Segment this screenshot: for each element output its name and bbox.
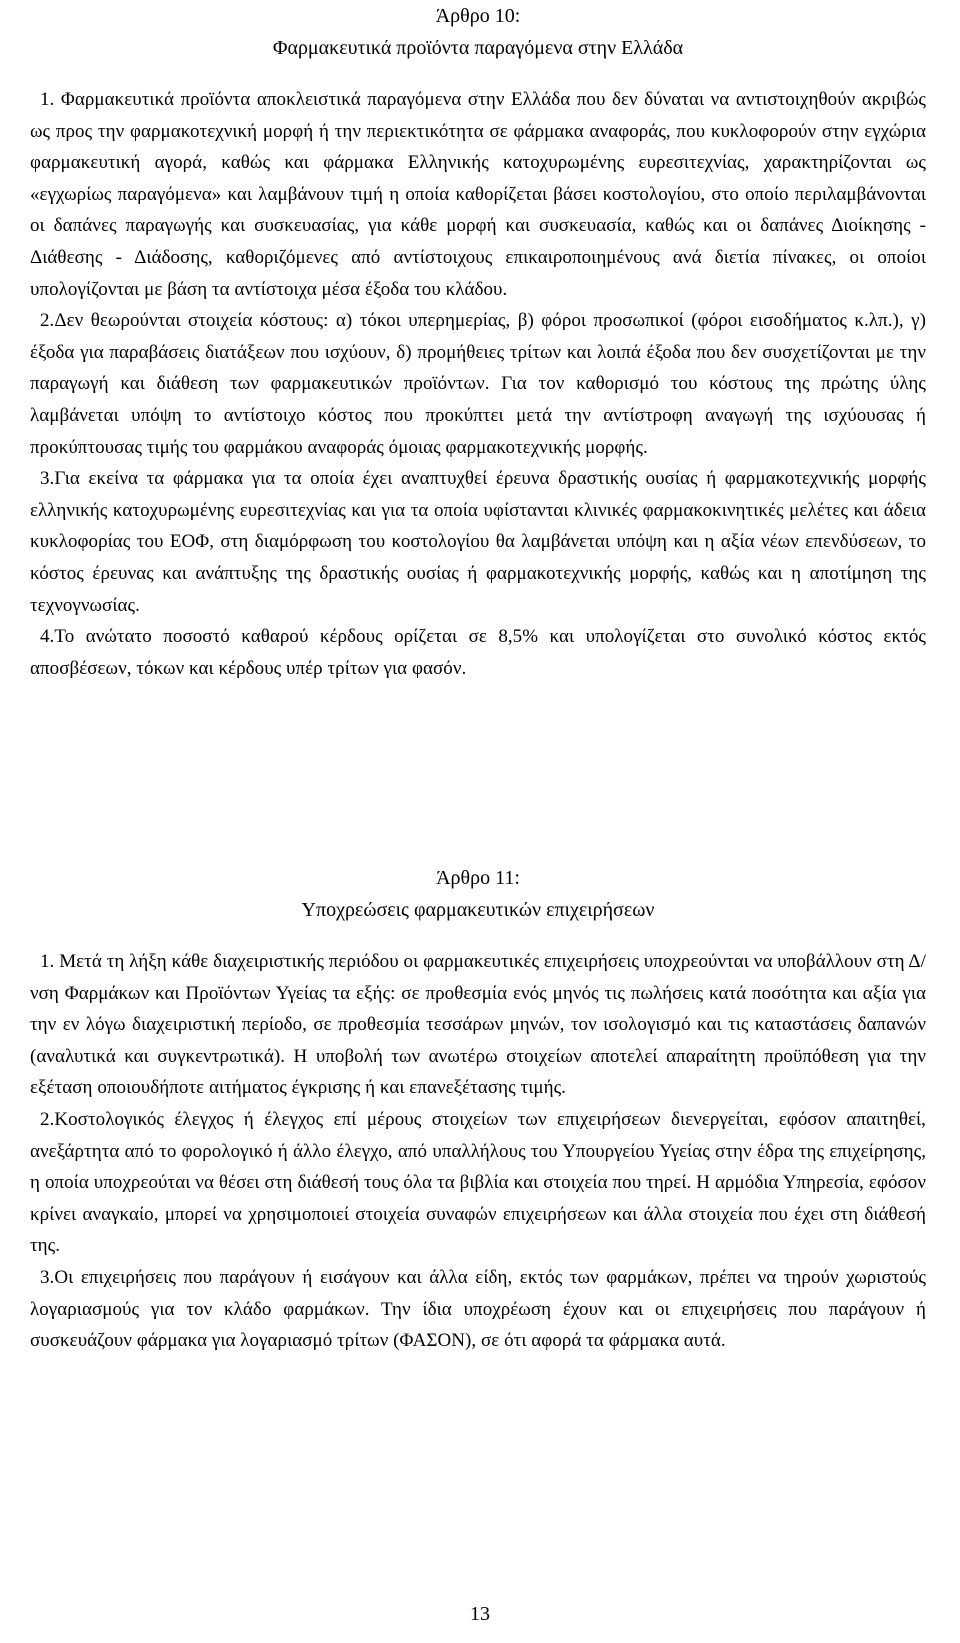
article-10-heading [30,0,926,64]
paragraph-number: 1. [40,951,55,972]
article-10-paragraph-3 [30,463,926,621]
article-10 [30,0,926,684]
paragraph-number: 2. [40,1108,55,1130]
article-10-body [30,84,926,684]
article-10-title: Άρθρο 10: [435,5,521,27]
paragraph-number: 1. [40,89,55,110]
paragraph-text: Κοστολογικός έλεγχος ή έλεγχος επί μέρους στοιχείων των επιχειρήσεων διενεργείται, εφόσον απαιτηθεί, ανεξάρτητα από το φορολογικό ή άλλο έλεγχο, από υπαλλήλους του Υπουργείου Υγείας στην έδρα της επιχείρησης, η οποία υποχρεούται να θέσει στη διάθεσή τους όλα τα βιβλία και στοιχεία που τηρεί. Η αρμόδια Υπηρεσία, εφόσον κρίνει αναγκαίο, μπορεί να χρησιμοποιεί στοιχεία συναφών επιχειρήσεων και άλλα στοιχεία που έχει στη διάθεσή της. [30,1108,926,1257]
paragraph-text: Για εκείνα τα φάρμακα για τα οποία έχει αναπτυχθεί έρευνα δραστικής ουσίας ή φαρμακοτεχνικής μορφής ελληνικής κατοχυρωμένης ευρεσιτεχνίας και για τα οποία υφίστανται κλινικές φαρμακοκινητικές μελέτες και άδεια κυκλοφορίας του ΕΟΦ, στη διαμόρφωση του κοστολογίου θα λαμβάνεται υπόψη και η αξία νέων επενδύσεων, το κόστος έρευνας και ανάπτυξης της δραστικής ουσίας ή φαρμακοτεχνικής μορφής, καθώς και η αποτίμηση της τεχνογνωσίας. [30,468,926,616]
article-10-subtitle: Φαρμακευτικά προϊόντα παραγόμενα στην Ελλάδα [272,37,684,59]
article-10-paragraph-1 [30,84,926,305]
article-11-body [30,946,926,1357]
paragraph-text: Μετά τη λήξη κάθε διαχειριστικής περιόδου οι φαρμακευτικές επιχειρήσεις υποχρεούνται να υποβάλλουν στη Δ/νση Φαρμάκων και Προϊόντων Υγείας τα εξής: σε προθεσμία ενός μηνός τις πωλήσεις κατά ποσότητα και αξία για την εν λόγω διαχειριστική περίοδο, σε προθεσμία τεσσάρων μηνών, τον ισολογισμό και τις καταστάσεις δαπανών (αναλυτικά και συγκεντρωτικά). Η υποβολή των ανωτέρω στοιχείων αποτελεί απαραίτητη προϋπόθεση για την εξέταση οποιουδήποτε αιτήματος έγκρισης ή και επανεξέτασης τιμής. [30,951,926,1099]
paragraph-number: 3. [40,1266,55,1288]
paragraph-number: 2. [40,310,55,332]
article-11-paragraph-3 [30,1262,926,1357]
article-11-subtitle: Υποχρεώσεις φαρμακευτικών επιχειρήσεων [301,899,655,921]
article-11-paragraph-1 [30,946,926,1104]
article-11 [30,862,926,1357]
paragraph-number: 3. [40,468,55,490]
paragraph-text: Οι επιχειρήσεις που παράγουν ή εισάγουν και άλλα είδη, εκτός των φαρμάκων, πρέπει να τηρούν χωριστούς λογαριασμούς για τον κλάδο φαρμάκων. Την ίδια υποχρέωση έχουν και οι επιχειρήσεις που παράγουν ή συσκευάζουν φάρμακα για λογαριασμό τρίτων (ΦΑΣΟΝ), σε ότι αφορά τα φάρμακα αυτά. [30,1266,926,1352]
paragraph-number: 4. [40,626,55,648]
article-11-heading [30,862,926,926]
article-11-title: Άρθρο 11: [436,867,520,889]
article-10-paragraph-4 [30,621,926,684]
paragraph-text: Το ανώτατο ποσοστό καθαρού κέρδους ορίζεται σε 8,5% και υπολογίζεται στο συνολικό κόστος εκτός αποσβέσεων, τόκων και κέρδους υπέρ τρίτων για φασόν. [30,626,926,679]
page-number: 13 [470,1603,490,1625]
paragraph-text: Δεν θεωρούνται στοιχεία κόστους: α) τόκοι υπερημερίας, β) φόροι προσωπικοί (φόροι εισοδήματος κ.λπ.), γ) έξοδα για παραβάσεις διατάξεων που ισχύουν, δ) προμήθειες τρίτων και λοιπά έξοδα που δεν συσχετίζονται με την παραγωγή και διάθεση των φαρμακευτικών προϊόντων. Για τον καθορισμό του κόστους της πρώτης ύλης λαμβάνεται υπόψη το αντίστοιχο κόστος που προκύπτει μετά την αντίστροφη αναγωγή της ισχύουσας ή προκύπτουσας τιμής του φαρμάκου αναφοράς όμοιας φαρμακοτεχνικής μορφής. [30,310,926,458]
article-11-paragraph-2 [30,1104,926,1262]
paragraph-text: Φαρμακευτικά προϊόντα αποκλειστικά παραγόμενα στην Ελλάδα που δεν δύναται να αντιστοιχηθούν ακριβώς ως προς την φαρμακοτεχνική μορφή ή την περιεκτικότητα σε φάρμακα αναφοράς, που κυκλοφορούν στην εγχώρια φαρμακευτική αγορά, καθώς και φάρμακα Ελληνικής κατοχυρωμένης ευρεσιτεχνίας, χαρακτηρίζονται ως «εγχωρίως παραγόμενα» και λαμβάνουν τιμή η οποία καθορίζεται βάσει κοστολογίου, στο οποίο περιλαμβάνονται οι δαπάνες παραγωγής και συσκευασίας, για κάθε μορφή και συσκευασία, καθώς και οι δαπάνες Διοίκησης - Διάθεσης - Διάδοσης, καθοριζόμενες από αντίστοιχους επικαιροποιημένους ανά διετία πίνακες, οι οποίοι υπολογίζονται με βάση τα αντίστοιχα μέσα έξοδα του κλάδου. [30,89,926,300]
article-10-paragraph-2 [30,305,926,463]
